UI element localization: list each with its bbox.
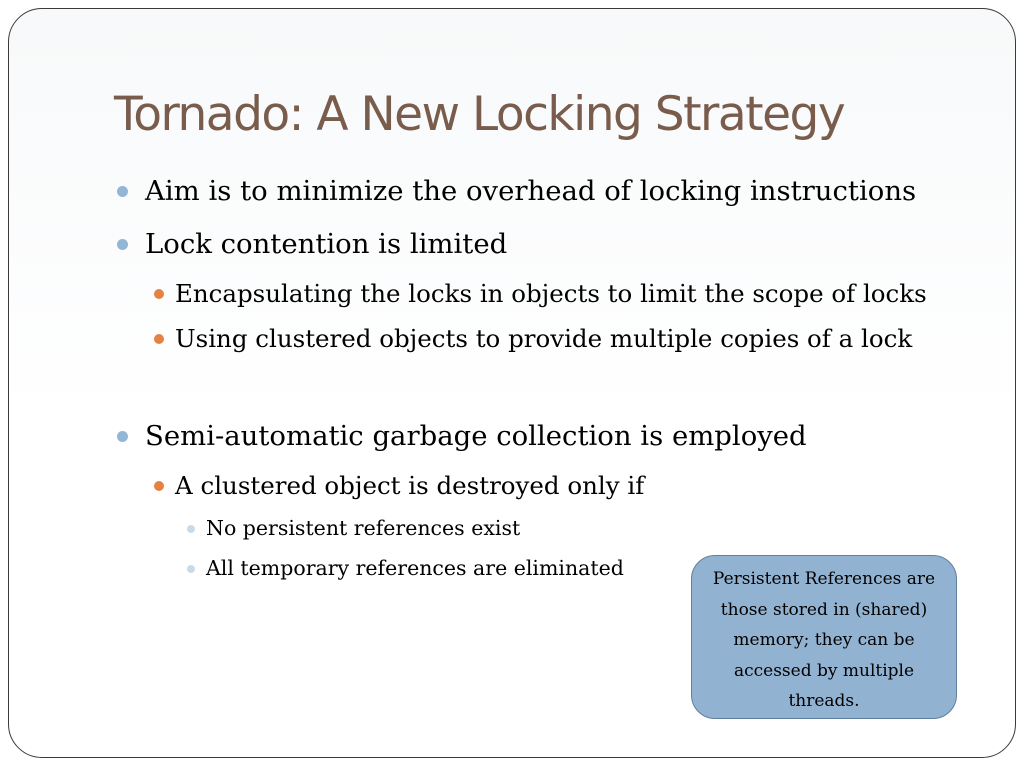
sub-bullet-dot	[154, 289, 164, 299]
sub-bullet-text: A clustered object is destroyed only if	[175, 471, 645, 500]
sub-bullet-item	[175, 471, 644, 500]
slide-title: Tornado: A New Locking Strategy	[114, 87, 845, 142]
sub-sub-bullet-item	[206, 516, 520, 540]
bullet-text: Lock contention is limited	[145, 228, 508, 260]
sub-sub-bullet-item	[206, 556, 624, 580]
sub-bullet-text: Encapsulating the locks in objects to limit the scope of locks	[175, 279, 927, 308]
sub-sub-bullet-text: All temporary references are eliminated	[206, 556, 624, 580]
sub-sub-bullet-dot	[187, 525, 195, 533]
sub-sub-bullet-text: No persistent references exist	[206, 516, 521, 540]
slide	[8, 8, 1016, 758]
sub-bullet-dot	[154, 481, 164, 491]
bullet-dot	[117, 239, 128, 250]
sub-bullet-item	[175, 279, 927, 308]
bullet-item	[145, 228, 507, 260]
sub-bullet-text: Using clustered objects to provide multiple copies of a lock	[175, 324, 913, 353]
bullet-text: Aim is to minimize the overhead of locking instructions	[145, 175, 917, 207]
bullet-item	[145, 420, 807, 452]
bullet-item	[145, 175, 916, 207]
bullet-dot	[117, 186, 128, 197]
bullet-dot	[117, 431, 128, 442]
callout-box: Persistent References are those stored in (shared) memory; they can be accessed by multiple threads.	[691, 555, 957, 719]
bullet-text: Semi-automatic garbage collection is employed	[145, 420, 807, 452]
sub-sub-bullet-dot	[187, 565, 195, 573]
sub-bullet-item	[175, 324, 912, 353]
sub-bullet-dot	[154, 334, 164, 344]
